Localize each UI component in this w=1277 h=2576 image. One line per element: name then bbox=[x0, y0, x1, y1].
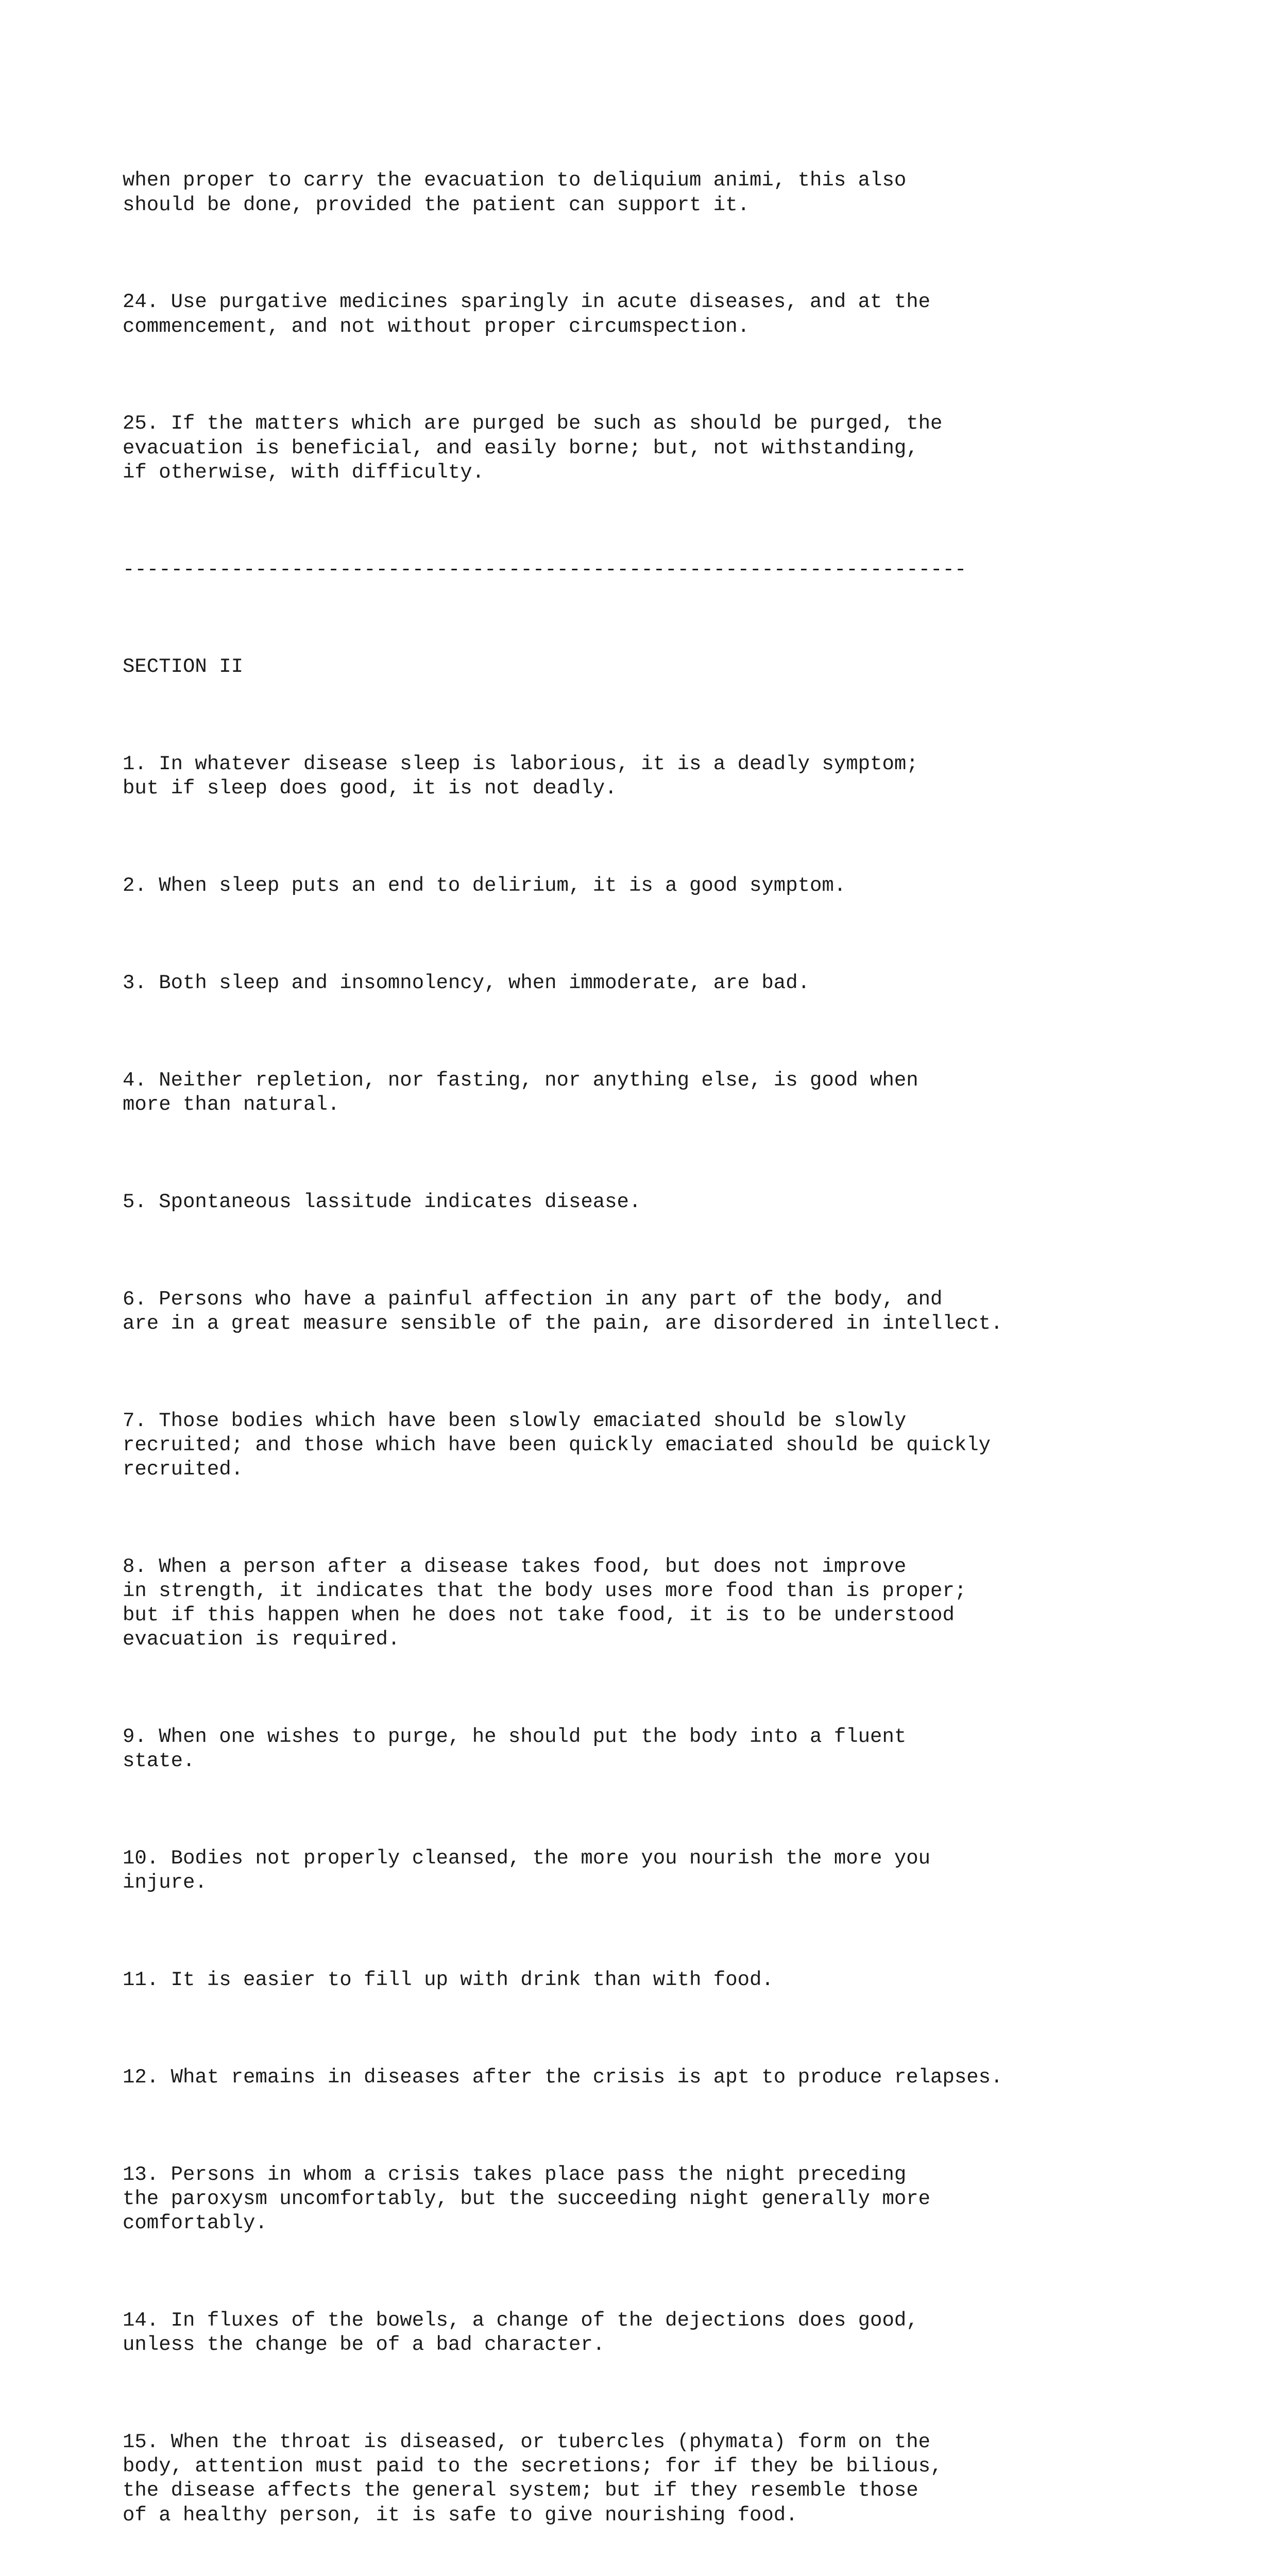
paragraph-aphorism-24: 24. Use purgative medicines sparingly in acute diseases, and at the commencement, and not without proper circumspection. bbox=[123, 291, 931, 338]
paragraph-aphorism-8: 8. When a person after a disease takes food, but does not improve in strength, it indicates that the body uses more food than is proper; but if this happen when he does not take food, it is to be understood evacuation is required. bbox=[123, 1555, 967, 1651]
paragraph-aphorism-3: 3. Both sleep and insomnolency, when immoderate, are bad. bbox=[123, 972, 810, 994]
paragraph-aphorism-7: 7. Those bodies which have been slowly emaciated should be slowly recruited; and those which have been quickly emaciated should be quickly recruited. bbox=[123, 1409, 991, 1481]
section-divider: ---------------------------------------------------------------------- bbox=[123, 558, 967, 581]
paragraph-aphorism-13: 13. Persons in whom a crisis takes place pass the night preceding the paroxysm uncomfortably, but the succeeding night generally more comfortably. bbox=[123, 2163, 931, 2235]
document-text bbox=[123, 120, 1204, 2576]
paragraph-aphorism-14: 14. In fluxes of the bowels, a change of the dejections does good, unless the change be of a bad character. bbox=[123, 2309, 918, 2357]
section-heading: SECTION II bbox=[123, 655, 244, 679]
paragraph-aphorism-12: 12. What remains in diseases after the crisis is apt to produce relapses. bbox=[123, 2066, 1003, 2089]
paragraph-aphorism-9: 9. When one wishes to purge, he should put the body into a fluent state. bbox=[123, 1725, 907, 1773]
paragraph-aphorism-10: 10. Bodies not properly cleansed, the more you nourish the more you injure. bbox=[123, 1847, 931, 1894]
paragraph-aphorism-15: 15. When the throat is diseased, or tubercles (phymata) form on the body, attention must paid to the secretions; for if they be bilious, the disease affects the general system; but if they resemble those of a healthy person, it is safe to give nourishing food. bbox=[123, 2431, 943, 2527]
paragraph-aphorism-11: 11. It is easier to fill up with drink than with food. bbox=[123, 1969, 774, 1992]
paragraph-aphorism-4: 4. Neither repletion, nor fasting, nor anything else, is good when more than natural. bbox=[123, 1069, 918, 1116]
paragraph-aphorism-5: 5. Spontaneous lassitude indicates disease. bbox=[123, 1190, 641, 1213]
paragraph-continuation: when proper to carry the evacuation to deliquium animi, this also should be done, provided the patient can support it. bbox=[123, 169, 907, 216]
paragraph-aphorism-6: 6. Persons who have a painful affection in any part of the body, and are in a great measure sensible of the pain, are disordered in intellect. bbox=[123, 1287, 1003, 1335]
paragraph-aphorism-1: 1. In whatever disease sleep is laborious, it is a deadly symptom; but if sleep does good, it is not deadly. bbox=[123, 753, 918, 800]
paragraph-aphorism-2: 2. When sleep puts an end to delirium, it is a good symptom. bbox=[123, 874, 846, 897]
paragraph-aphorism-25: 25. If the matters which are purged be such as should be purged, the evacuation is beneficial, and easily borne; but, not withstanding, if otherwise, with difficulty. bbox=[123, 412, 943, 484]
